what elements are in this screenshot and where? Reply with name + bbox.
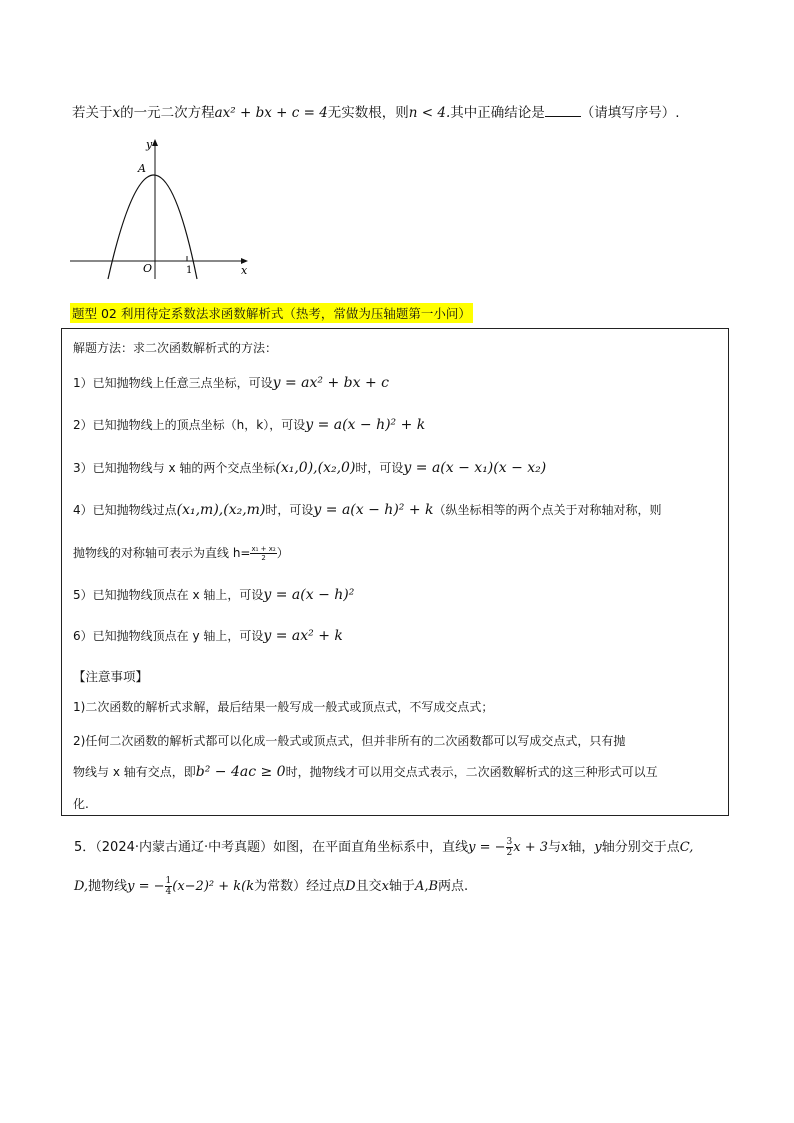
item4-line2: 抛物线的对称轴可表示为直线 h= — [73, 546, 251, 560]
q5-l1-x: x — [561, 840, 569, 855]
item5-text: 5）已知抛物线顶点在 x 轴上，可设 — [73, 588, 264, 602]
intro-condition: n < 4. — [408, 105, 451, 121]
item6-formula: y = ax² + k — [263, 628, 343, 644]
item6-text: 6）已知抛物线顶点在 y 轴上，可设 — [73, 629, 264, 643]
note-2-line1: 2)任何二次函数的解析式都可以化成一般式或顶点式，但并非所有的二次函数都可以写成交点式，只有抛 — [73, 734, 626, 748]
note-2-line2 — [73, 763, 658, 780]
q5-l1-a: 5．（2024·内蒙古通辽·中考真题）如图，在平面直角坐标系中，直线 — [74, 840, 469, 855]
intro-text2: 无实数根，则 — [327, 105, 409, 121]
method-intro: 解题方法：求二次函数解析式的方法： — [73, 341, 278, 355]
q5-l1-formula-post: x + 3 — [513, 840, 549, 855]
item4-note: （纵坐标相等的两个点关于对称轴对称，则 — [433, 503, 662, 517]
item5-formula: y = a(x − h)² — [263, 587, 355, 603]
parabola-graph — [66, 134, 256, 284]
item3-text: 3）已知抛物线与 x 轴的两个交点坐标 — [73, 461, 276, 475]
item4-frac-num: x₁ + x₂ — [251, 545, 276, 553]
section-heading: 题型 02 利用待定系数法求函数解析式（热考，常做为压轴题第一小问） — [70, 303, 473, 323]
item4-close: ） — [276, 546, 289, 560]
item4-text: 4）已知抛物线过点 — [73, 503, 177, 517]
q5-l2-b: 为常数）经过点 — [254, 879, 346, 894]
question5-line2 — [74, 875, 468, 897]
answer-blank — [545, 104, 581, 117]
q5-l2-c: 且交 — [355, 879, 382, 894]
item3-mid: 时，可设 — [355, 461, 404, 475]
method-item-2 — [73, 416, 425, 433]
method-item-5 — [73, 586, 354, 603]
question5-line1 — [74, 836, 693, 858]
notes-title: 【注意事项】 — [73, 669, 149, 684]
q5-l1-C: C, — [679, 840, 694, 855]
parabola-curve — [108, 175, 197, 279]
q5-l2-a: 抛物线 — [88, 879, 128, 894]
q5-l2-D: D, — [74, 879, 89, 894]
q5-l1-frac-den: 2 — [506, 848, 513, 858]
item2-formula: y = a(x − h)² + k — [305, 417, 426, 433]
q5-l2-formula-pre: y = − — [127, 879, 165, 894]
q5-l1-formula-pre: y = − — [468, 840, 506, 855]
q5-l2-frac-num: 1 — [165, 876, 172, 886]
item2-text: 2）已知抛物线上的顶点坐标（h，k），可设 — [73, 418, 306, 432]
intro-lead: 若关于 — [72, 105, 113, 121]
q5-l2-formula-post: (x−2)² + k( — [172, 879, 247, 894]
q5-l2-d: 轴于 — [388, 879, 415, 894]
method-item-6 — [73, 627, 343, 644]
item4-points: (x₁,m),(x₂,m) — [176, 502, 266, 518]
note2-line2b: 时，抛物线才可以用交点式表示，二次函数解析式的这三种形式可以互 — [285, 765, 658, 779]
item4-fraction — [250, 545, 276, 562]
note2-line2a: 物线与 x 轴有交点，即 — [73, 765, 196, 779]
q5-l2-k: k — [246, 879, 255, 894]
y-axis-arrow — [152, 139, 158, 146]
item4-mid: 时，可设 — [265, 503, 314, 517]
item3-points: (x₁,0),(x₂,0) — [275, 460, 356, 476]
vertex-label: A — [138, 162, 146, 175]
q5-l2-Dpt: D — [345, 879, 356, 894]
note-1: 1)二次函数的解析式求解，最后结果一般写成一般式或顶点式，不写成交点式； — [73, 700, 494, 714]
q5-l2-AB: A,B — [414, 879, 439, 894]
item3-formula: y = a(x − x₁)(x − x₂) — [403, 460, 547, 476]
q5-l2-frac-den: 4 — [165, 887, 172, 897]
intro-line — [72, 101, 680, 121]
intro-text4: （请填写序号）. — [580, 105, 680, 121]
intro-text3: 其中正确结论是 — [450, 105, 545, 121]
method-item-3 — [73, 459, 546, 476]
note-2-line3: 化. — [73, 797, 89, 811]
method-item-4-line2 — [73, 544, 289, 562]
q5-l1-d: 轴分别交于点 — [601, 840, 680, 855]
q5-l1-y: y — [594, 840, 602, 855]
tick-label-1: 1 — [186, 265, 193, 276]
origin-label: O — [143, 262, 153, 275]
x-axis-label: x — [241, 264, 248, 277]
q5-l2-x: x — [381, 879, 389, 894]
intro-text1: 的一元二次方程 — [120, 105, 215, 121]
note2-formula: b² − 4ac ≥ 0 — [195, 764, 286, 780]
y-axis-label: y — [146, 138, 153, 151]
method-item-1 — [73, 374, 389, 391]
intro-equation: ax² + bx + c = 4 — [214, 105, 328, 121]
q5-l1-b: 与 — [548, 840, 562, 855]
q5-l1-c: 轴， — [568, 840, 595, 855]
q5-l2-e: 两点. — [438, 879, 469, 894]
item4-frac-den: 2 — [261, 554, 266, 562]
q5-l1-frac-num: 3 — [506, 837, 513, 847]
item1-formula: y = ax² + bx + c — [272, 375, 389, 391]
intro-var-x: x — [112, 105, 121, 121]
method-item-4 — [73, 501, 662, 518]
item1-text: 1）已知抛物线上任意三点坐标，可设 — [73, 376, 273, 390]
item4-formula: y = a(x − h)² + k — [313, 502, 434, 518]
